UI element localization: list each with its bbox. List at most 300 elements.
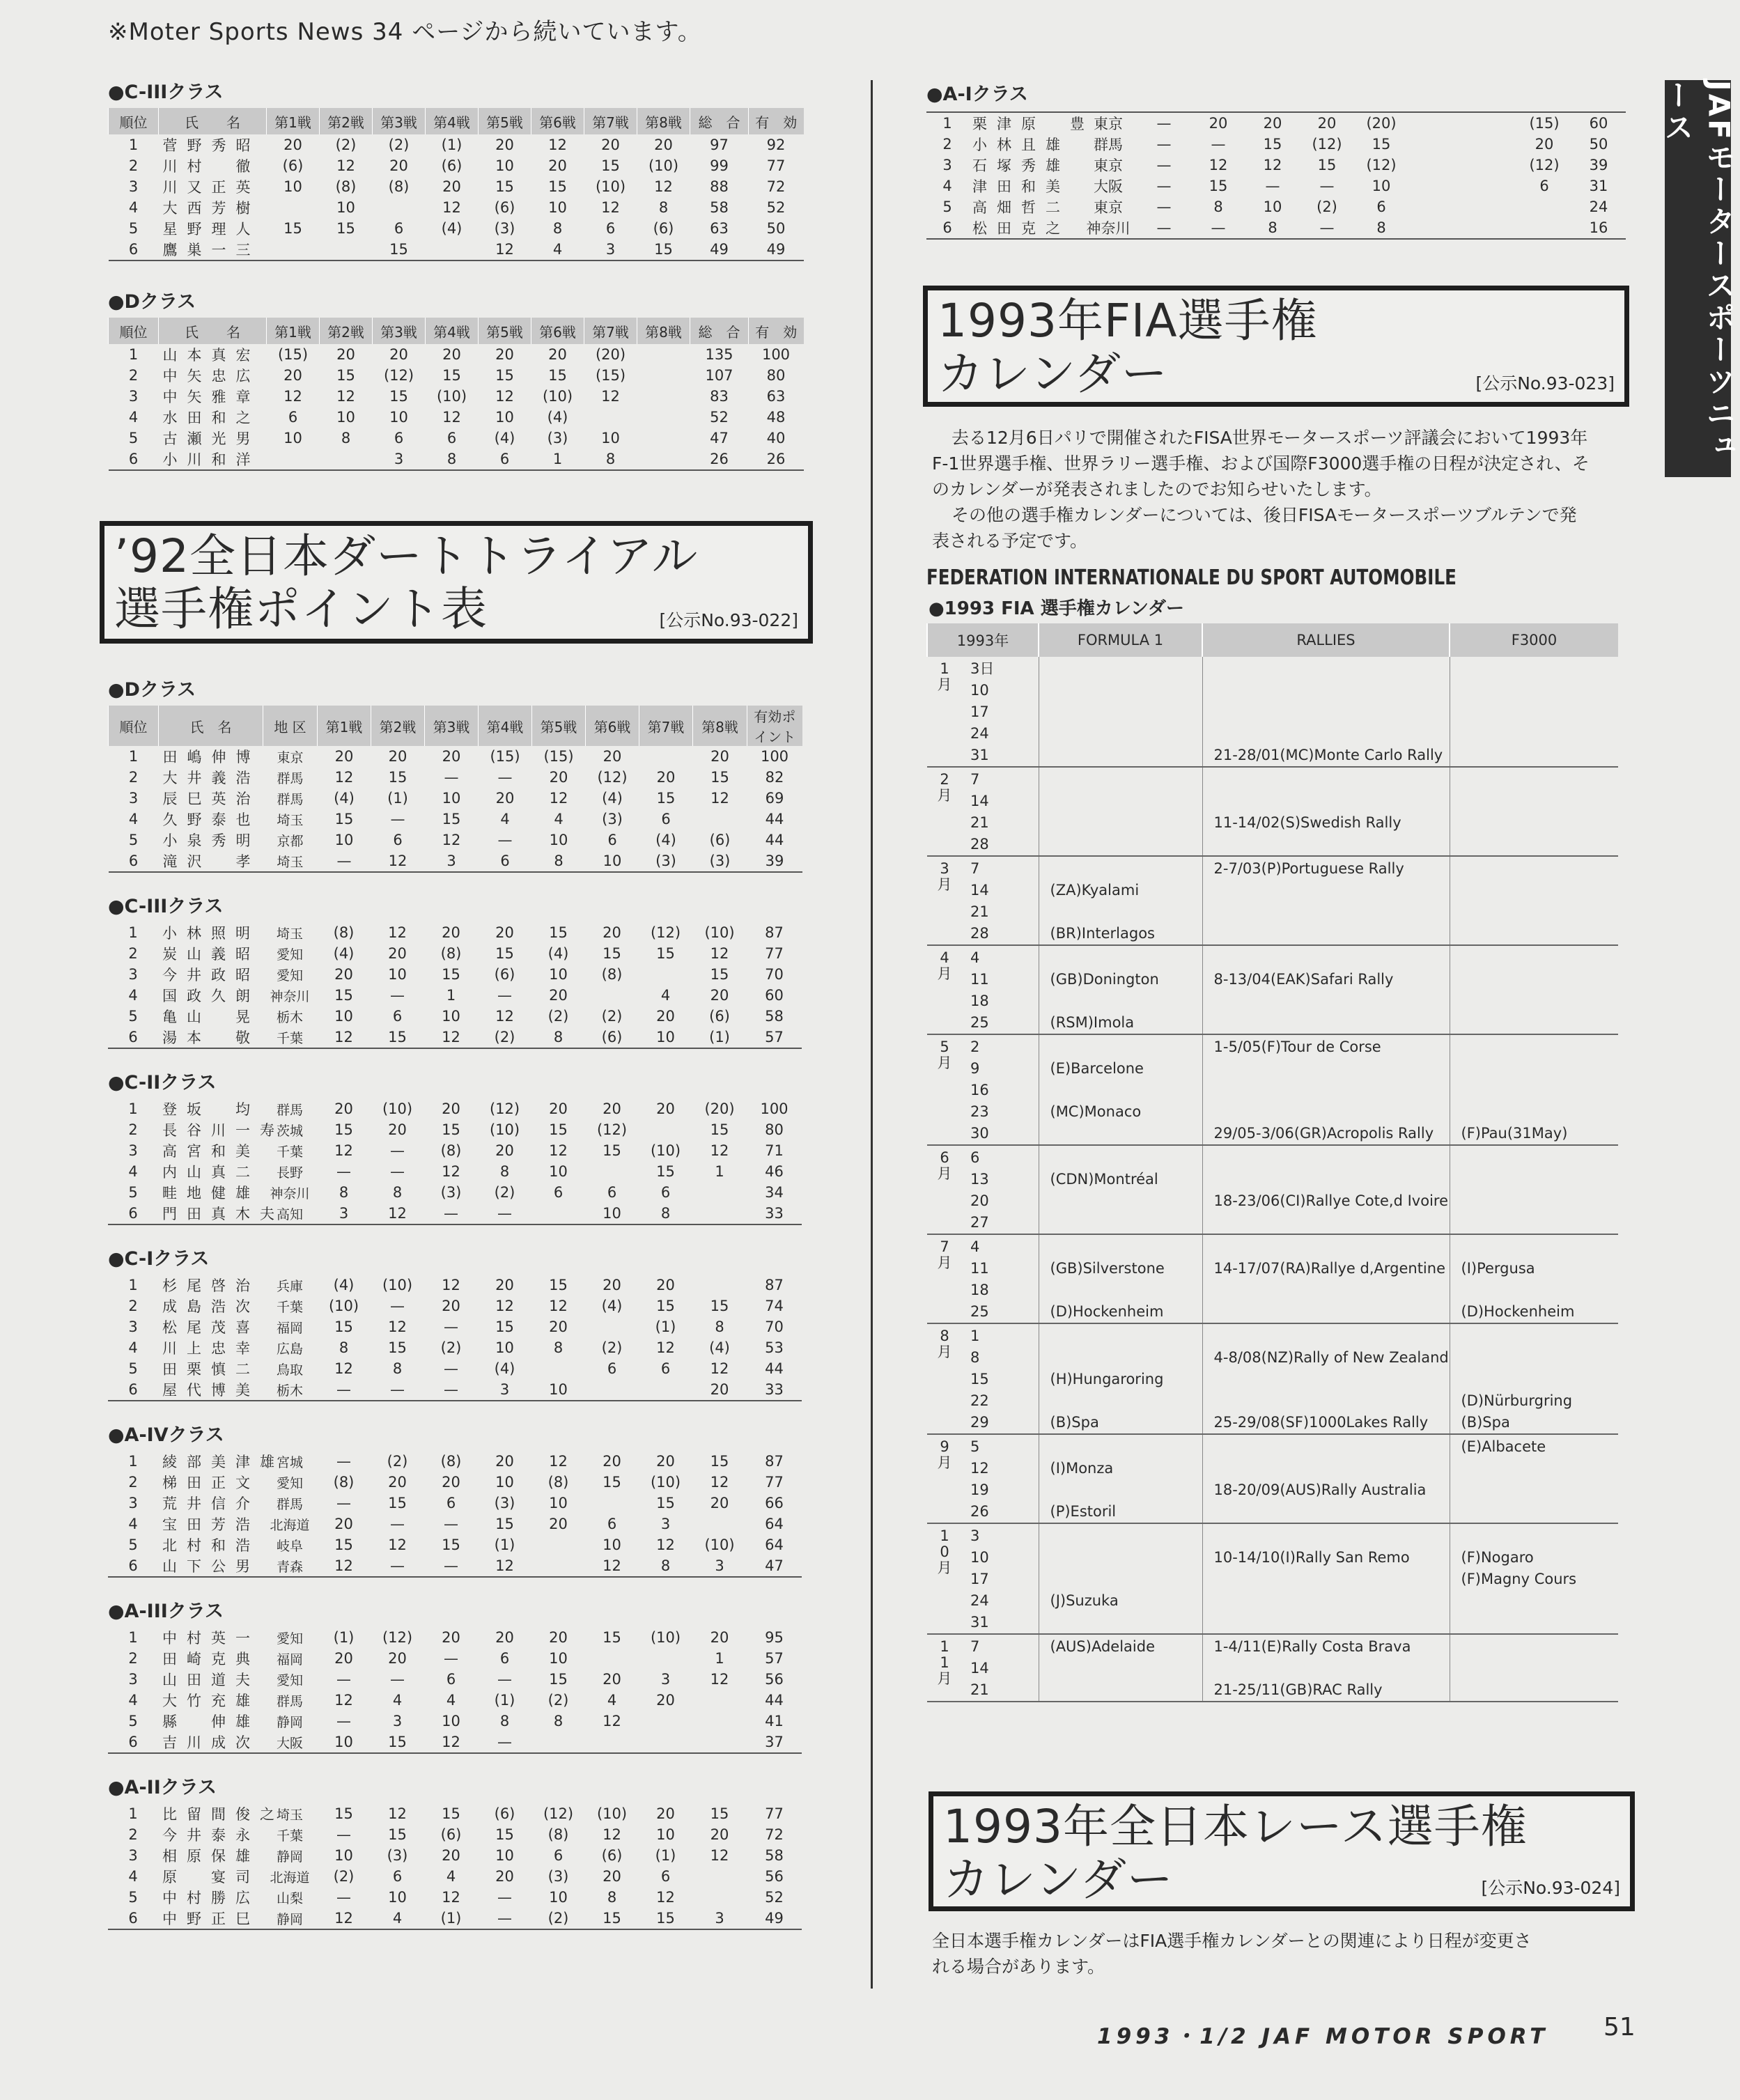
table-cell: 畦地健雄 — [162, 1185, 260, 1201]
date-value: 7 — [970, 771, 980, 788]
table-row — [108, 1161, 802, 1182]
table-cell: — — [336, 1163, 351, 1180]
f3000-event — [1461, 1679, 1619, 1701]
table-cell: 田崎克典 — [162, 1651, 260, 1667]
table-cell: 20 — [389, 157, 408, 174]
column-header: 第7戦 — [639, 706, 693, 746]
table-cell: 44 — [765, 1360, 784, 1377]
column-header: 第3戦 — [425, 706, 479, 746]
table-cell: 64 — [765, 1537, 784, 1553]
table-cell: 87 — [765, 1277, 784, 1293]
table-cell: 埼玉 — [276, 926, 303, 942]
table-cell: 15 — [549, 1671, 568, 1688]
column-header: 第3戦 — [373, 108, 426, 134]
table-cell: 長谷川一寿 — [162, 1122, 284, 1139]
table-cell: 縣 伸雄 — [162, 1713, 260, 1730]
table-cell: 20 — [334, 966, 353, 983]
table-cell: — — [1156, 115, 1172, 132]
table-cell: 20 — [710, 1826, 729, 1843]
table-cell: 4 — [128, 409, 139, 426]
table-cell: — — [444, 1650, 458, 1667]
table-cell: 20 — [334, 748, 354, 765]
rally-event: 29/05-3/06(GR)Acropolis Rally — [1213, 1125, 1434, 1142]
date-value: 21 — [970, 903, 989, 920]
date-value: 30 — [970, 1125, 989, 1142]
table-cell: 47 — [765, 1557, 784, 1574]
table-cell: 10 — [548, 199, 567, 216]
formula1-event — [1050, 1147, 1202, 1169]
table-cell: 3 — [128, 1142, 138, 1159]
table-cell: — — [497, 1734, 512, 1750]
table-cell: 3 — [660, 1671, 671, 1688]
table-cell: 4 — [128, 987, 138, 1004]
table-cell — [692, 1866, 747, 1887]
table-cell: 77 — [766, 157, 786, 174]
table-cell: 10 — [442, 1713, 460, 1729]
rally-event: 18-23/06(CI)Rallye Cote,d Ivoire — [1213, 1192, 1448, 1209]
table-cell: 15 — [603, 1474, 621, 1491]
f3000-event — [1461, 1036, 1619, 1058]
column-divider — [871, 80, 873, 1989]
table-cell: 10 — [442, 1008, 460, 1025]
formula1-event — [1050, 1280, 1202, 1301]
rally-event — [1214, 880, 1450, 901]
table-cell: 20 — [283, 367, 302, 384]
table-cell: 1 — [942, 115, 952, 132]
rally-event — [1214, 1080, 1450, 1101]
table-cell: 107 — [705, 367, 733, 384]
table-cell — [585, 1379, 639, 1401]
table-cell: 田嶋伸博 — [162, 749, 261, 765]
f3000-event — [1461, 701, 1619, 723]
date-value: 8 — [970, 1349, 980, 1366]
table-cell: 20 — [603, 1868, 621, 1885]
table-cell: 31 — [1589, 178, 1608, 194]
table-cell: (2) — [494, 1184, 515, 1201]
table-cell: 20 — [656, 1100, 675, 1117]
table-cell — [426, 239, 479, 260]
table-cell — [1463, 134, 1517, 155]
table-cell: 1 — [128, 924, 138, 941]
calendar-date-cell — [927, 1323, 1039, 1434]
table-cell — [585, 1161, 639, 1182]
table-row — [109, 850, 802, 872]
table-cell: 比留間俊之 — [162, 1806, 284, 1823]
table-cell: — — [1265, 178, 1280, 194]
rally-event: 11-14/02(S)Swedish Rally — [1213, 814, 1401, 831]
table-cell: (4) — [494, 1360, 515, 1377]
rally-event — [1214, 1390, 1450, 1412]
table-cell — [693, 809, 747, 830]
table-cell: 20 — [603, 1100, 621, 1117]
table-cell: 20 — [549, 769, 568, 786]
table-row — [109, 830, 802, 850]
fia-text-line: その他の選手権カレンダーについては、後日FISAモータースポーツブルテンで発 — [951, 505, 1577, 525]
table-row — [108, 1866, 802, 1887]
formula1-event — [1050, 1547, 1202, 1569]
table-cell — [531, 1534, 585, 1555]
calendar-event-cell — [1039, 1523, 1202, 1634]
section-sidebar-label: JAFモータースポーツニュース — [1665, 80, 1731, 477]
f3000-event — [1461, 745, 1619, 766]
table-cell: 70 — [765, 966, 784, 983]
table-cell: 4 — [128, 1692, 138, 1709]
table-cell: 千葉 — [276, 1828, 303, 1844]
table-cell: 中矢忠広 — [162, 368, 261, 384]
table-cell: 4 — [607, 1692, 617, 1709]
table-cell: (2) — [601, 1008, 623, 1025]
table-cell: 茨城 — [276, 1123, 303, 1139]
table-cell: 4 — [554, 811, 564, 827]
table-cell: 埼玉 — [277, 854, 304, 870]
fia-text-line: 表される予定です。 — [932, 531, 1088, 551]
date-value: 16 — [970, 1082, 989, 1098]
f3000-event — [1461, 1658, 1619, 1679]
table-cell: 15 — [442, 367, 461, 384]
column-header: 総 合 — [690, 108, 749, 134]
table-cell: 20 — [656, 1805, 675, 1822]
table-cell: 松田克之 — [972, 220, 1070, 237]
table-row — [109, 344, 804, 365]
table-cell: 神奈川 — [1086, 220, 1131, 237]
table-cell: 3 — [128, 388, 139, 405]
table-row — [109, 365, 804, 386]
table-cell: 15 — [549, 1121, 568, 1138]
calendar-event-cell — [1039, 767, 1202, 856]
table-cell: 12 — [334, 769, 354, 786]
table-cell: 6 — [128, 1910, 138, 1927]
table-cell: 12 — [601, 199, 620, 216]
table-cell: (4) — [334, 790, 355, 807]
table-cell: 50 — [766, 220, 786, 237]
calendar-event-cell — [1202, 1434, 1450, 1523]
table-cell — [1408, 176, 1463, 196]
table-cell: — — [390, 1516, 405, 1532]
table-cell: — — [497, 832, 513, 848]
table-cell: (6) — [709, 1008, 730, 1025]
column-header: 第3戦 — [373, 318, 426, 344]
calendar-date-cell — [927, 1145, 1039, 1234]
table-cell: 5 — [128, 832, 139, 848]
date-value: 1 — [970, 1328, 980, 1344]
table-cell — [531, 1555, 585, 1577]
table-cell: — — [1211, 136, 1226, 153]
table-cell: 6 — [607, 1184, 617, 1201]
table-cell: 5 — [128, 220, 139, 237]
table-cell: 松尾茂喜 — [162, 1319, 260, 1336]
table-cell: 15 — [603, 1629, 621, 1646]
table-cell: 京都 — [277, 833, 304, 849]
table-cell: 20 — [389, 346, 408, 363]
table-cell: 8 — [499, 1713, 510, 1729]
calendar-event-cell — [1450, 1145, 1618, 1234]
table-cell: (8) — [547, 1474, 569, 1491]
table-cell: 20 — [495, 924, 514, 941]
table-cell: (15) — [595, 367, 626, 384]
table-cell: 20 — [442, 1474, 460, 1491]
table-cell: 20 — [334, 1100, 353, 1117]
date-value: 18 — [970, 1282, 989, 1298]
date-value: 20 — [970, 1192, 989, 1209]
table-cell: (10) — [650, 1629, 681, 1646]
dirt-trial-ref: [公示No.93-022] — [659, 610, 798, 630]
date-value: 4 — [970, 949, 980, 966]
rally-event: 4-8/08(NZ)Rally of New Zealand — [1213, 1349, 1449, 1366]
column-header: 氏 名 — [159, 318, 267, 344]
table-cell: 6 — [128, 451, 139, 467]
f3000-event — [1461, 723, 1619, 745]
table-cell: 15 — [548, 178, 567, 195]
table-cell: — — [444, 1319, 458, 1335]
table-cell: 46 — [765, 1163, 784, 1180]
f3000-event: (E)Albacete — [1461, 1438, 1546, 1455]
points-table — [108, 1098, 802, 1225]
table-cell: 44 — [765, 832, 784, 848]
table-cell — [1408, 217, 1463, 239]
table-cell: 鷹巣一三 — [162, 242, 261, 258]
date-value: 3日 — [970, 660, 995, 677]
table-cell: 15 — [495, 178, 514, 195]
table-cell: 川又正英 — [162, 179, 261, 196]
calendar-month-row — [927, 1234, 1618, 1323]
table-cell: 20 — [334, 1516, 353, 1532]
table-cell: 宮城 — [276, 1454, 303, 1470]
table-cell: — — [1156, 157, 1172, 173]
table-cell: 56 — [765, 1868, 784, 1885]
table-cell: — — [1211, 219, 1226, 236]
table-cell: 北村和浩 — [162, 1537, 260, 1554]
table-cell: 60 — [765, 987, 784, 1004]
table-cell: 3 — [394, 451, 404, 467]
table-cell: 8 — [1268, 219, 1277, 236]
table-cell: 15 — [388, 1495, 407, 1511]
table-cell — [531, 1203, 585, 1224]
table-cell — [585, 985, 639, 1006]
calendar-month-row — [927, 856, 1618, 945]
table-cell: 20 — [710, 748, 729, 765]
table-cell: (1) — [655, 1847, 676, 1864]
formula1-event — [1050, 680, 1202, 701]
table-cell: 相原保雄 — [162, 1848, 260, 1865]
table-cell: 20 — [1263, 115, 1282, 132]
table-cell: 2 — [128, 1121, 138, 1138]
points-table — [108, 922, 802, 1049]
table-cell: 20 — [442, 346, 461, 363]
f3000-event — [1461, 990, 1619, 1012]
table-cell: 77 — [765, 945, 784, 962]
table-row — [109, 746, 802, 767]
table-cell: 69 — [765, 790, 784, 807]
calendar-date-cell — [927, 1634, 1039, 1702]
formula1-event — [1050, 723, 1202, 745]
table-cell: 63 — [710, 220, 729, 237]
table-cell: (10) — [382, 1100, 413, 1117]
table-cell: 20 — [549, 1319, 568, 1335]
table-row — [108, 1711, 802, 1732]
table-cell: (8) — [333, 1474, 355, 1491]
table-row — [108, 1203, 802, 1224]
table-cell: 49 — [765, 1910, 784, 1927]
table-cell: 15 — [710, 769, 729, 786]
table-header-row — [109, 318, 804, 344]
table-cell: 栗津原 豊 — [972, 116, 1094, 132]
table-cell: 北海道 — [270, 1517, 310, 1533]
table-cell: 15 — [336, 220, 355, 237]
table-cell: 10 — [388, 966, 407, 983]
table-cell — [585, 1648, 639, 1669]
f3000-event — [1461, 880, 1619, 901]
table-cell: 群馬 — [276, 1693, 303, 1709]
table-cell: 6 — [392, 1008, 403, 1025]
table-cell: 20 — [603, 1671, 621, 1688]
table-cell: (8) — [388, 178, 410, 195]
table-row — [926, 176, 1626, 196]
dirt-trial-title-line2: 選手権ポイント表 — [114, 582, 488, 636]
dirt-trial-points-tables — [108, 674, 802, 1930]
table-cell: 8 — [1213, 199, 1223, 215]
table-cell: (2) — [547, 1008, 569, 1025]
table-cell: 44 — [765, 811, 784, 827]
formula1-event: (E)Barcelone — [1050, 1060, 1144, 1077]
calendar-event-cell — [1039, 1145, 1202, 1234]
table-cell: 15 — [548, 367, 567, 384]
column-header: 氏 名 — [159, 108, 267, 134]
rally-event — [1214, 1501, 1450, 1523]
table-cell — [1408, 155, 1463, 176]
table-cell — [373, 197, 426, 218]
table-cell: (3) — [387, 1847, 408, 1864]
table-cell: 10 — [334, 832, 354, 848]
table-cell: 4 — [446, 1868, 456, 1885]
table-cell: 20 — [1317, 115, 1337, 132]
table-cell: — — [497, 769, 513, 786]
table-cell: 10 — [656, 1826, 675, 1843]
calendar-event-cell — [1039, 657, 1202, 767]
table-cell: 20 — [549, 1516, 568, 1532]
table-cell: 成島浩次 — [162, 1298, 260, 1315]
table-cell: 愛知 — [276, 1672, 303, 1688]
rally-event — [1214, 1058, 1450, 1080]
formula1-event — [1050, 858, 1202, 880]
table-cell: 15 — [656, 945, 675, 962]
date-value: 9 — [970, 1060, 980, 1077]
table-cell: 5 — [128, 1713, 138, 1729]
table-cell: 10 — [603, 1205, 621, 1222]
table-cell: 小川和洋 — [162, 451, 261, 468]
table-cell: 青森 — [276, 1559, 303, 1575]
table-cell: 15 — [656, 1495, 675, 1511]
race-text-line: 全日本選手権カレンダーはFIA選手権カレンダーとの関連により日程が変更さ — [932, 1931, 1532, 1951]
table-cell: — — [336, 853, 352, 869]
table-cell — [585, 1493, 639, 1514]
table-cell: 4 — [392, 1910, 403, 1927]
formula1-event — [1050, 1658, 1202, 1679]
table-cell: 70 — [765, 1319, 784, 1335]
table-cell: 15 — [334, 1319, 353, 1335]
table-cell: 12 — [334, 1142, 353, 1159]
table-cell — [639, 1648, 692, 1669]
table-cell: 6 — [128, 1029, 138, 1045]
table-cell: 6 — [500, 853, 510, 869]
table-row — [108, 922, 802, 943]
month-label: 2月 — [937, 771, 952, 804]
table-cell: 15 — [442, 966, 460, 983]
table-cell: — — [390, 1557, 405, 1574]
table-row — [108, 1627, 802, 1648]
table-cell: 静岡 — [276, 1849, 303, 1865]
table-cell: 37 — [765, 1734, 784, 1750]
table-cell: (1) — [709, 1029, 730, 1045]
table-cell: 10 — [656, 1029, 675, 1045]
table-cell: 4 — [128, 1339, 138, 1356]
table-cell: 6 — [660, 1868, 671, 1885]
table-cell: 3 — [128, 966, 138, 983]
table-cell: 15 — [656, 1910, 675, 1927]
table-cell: 24 — [1589, 199, 1608, 215]
table-cell: 5 — [128, 1537, 138, 1553]
calendar-date-cell — [927, 1523, 1039, 1634]
table-cell: 3 — [128, 1847, 138, 1864]
table-cell: (12) — [382, 1629, 413, 1646]
column-header: 第6戦 — [586, 706, 639, 746]
date-value: 28 — [970, 836, 989, 853]
table-cell: 群馬 — [276, 1102, 303, 1118]
month-label: 7月 — [937, 1238, 952, 1271]
table-cell: (3) — [547, 430, 568, 446]
table-cell: 吉川成次 — [162, 1734, 260, 1751]
table-cell: 1 — [552, 451, 563, 467]
date-value: 12 — [970, 1460, 989, 1477]
fia-text-line: のカレンダーが発表されましたのでお知らせいたします。 — [932, 479, 1382, 499]
table-cell: 20 — [495, 1277, 514, 1293]
table-cell: 8 — [552, 220, 563, 237]
race-calendar-note — [932, 1928, 1636, 1980]
table-cell: 15 — [1372, 136, 1391, 153]
table-cell: 群馬 — [276, 1496, 303, 1512]
table-cell: 20 — [388, 748, 407, 765]
calendar-column-header: RALLIES — [1202, 623, 1450, 657]
table-cell: 12 — [710, 945, 729, 962]
formula1-event — [1050, 1347, 1202, 1369]
table-cell: 80 — [766, 367, 786, 384]
table-cell: 12 — [495, 1557, 514, 1574]
table-cell: 20 — [710, 987, 729, 1004]
table-cell: 15 — [1263, 136, 1282, 153]
column-header: 第8戦 — [637, 318, 690, 344]
table-cell: 12 — [710, 1360, 729, 1377]
table-cell: — — [336, 1826, 351, 1843]
table-cell: (4) — [602, 790, 623, 807]
rally-event — [1214, 680, 1450, 701]
table-cell: 60 — [1589, 115, 1608, 132]
table-cell: 6 — [128, 1557, 138, 1574]
dirt-trial-title-line1: ’92全日本ダートトライアル — [114, 529, 699, 583]
date-value: 15 — [970, 1371, 989, 1387]
calendar-event-cell — [1450, 1234, 1618, 1323]
table-cell: 15 — [710, 966, 729, 983]
date-value: 18 — [970, 993, 989, 1009]
table-cell: (6) — [494, 199, 515, 216]
table-cell: (6) — [709, 832, 731, 848]
table-cell: 20 — [442, 924, 460, 941]
table-cell: 15 — [334, 1537, 353, 1553]
table-cell: 92 — [766, 137, 786, 153]
table-cell: 門田真木夫 — [162, 1206, 284, 1222]
table-cell: 15 — [389, 388, 408, 405]
table-cell: (2) — [333, 1868, 355, 1885]
f3000-event — [1461, 1101, 1619, 1123]
table-cell: 大阪 — [1094, 178, 1123, 195]
